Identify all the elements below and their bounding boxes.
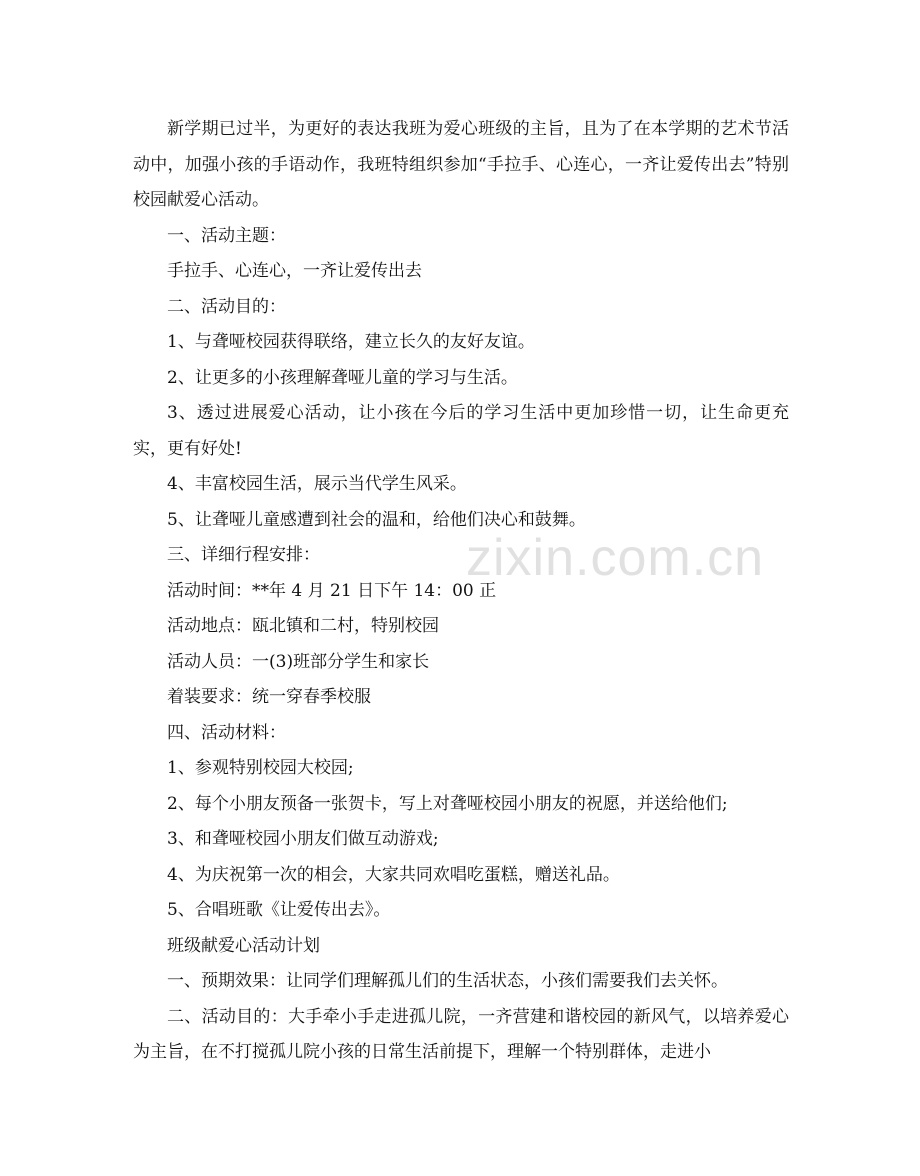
paragraph-theme-text: 手拉手、心连心，一齐让爱传出去 — [167, 261, 422, 281]
heading-activity-purpose: 二、活动目的： — [167, 296, 286, 317]
list-item-purpose-5: 5、让聋哑儿童感遭到社会的温和，给他们决心和鼓舞。 — [167, 509, 586, 530]
section-title-plan: 班级献爱心活动计划 — [167, 935, 320, 956]
list-item-purpose-3: 3、透过进展爱心活动，让小孩在今后的学习生活中更加珍惜一切，让生命更充实，更有好处! — [133, 403, 789, 459]
watermark-text: zixin.com.cn — [466, 529, 765, 587]
document-body — [133, 112, 789, 1071]
list-item-purpose-4: 4、丰富校园生活，展示当代学生风采。 — [167, 474, 467, 494]
list-item-material-3: 3、和聋哑校园小朋友们做互动游戏; — [167, 829, 439, 849]
heading-activity-theme: 一、活动主题： — [167, 225, 286, 246]
schedule-dress-code: 着装要求：统一穿春季校服 — [167, 687, 371, 707]
list-item-material-1: 1、参观特别校园大校园; — [167, 758, 354, 778]
heading-materials: 四、活动材料： — [167, 722, 286, 743]
list-item-material-5: 5、合唱班歌《让爱传出去》。 — [167, 900, 391, 920]
schedule-participants: 活动人员：一(3)班部分学生和家长 — [167, 651, 430, 672]
list-item-material-4: 4、为庆祝第一次的相会，大家共同欢唱吃蛋糕，赠送礼品。 — [167, 864, 620, 885]
schedule-time: 活动时间：**年 4 月 21 日下午 14：00 正 — [167, 580, 497, 601]
list-item-purpose-1: 1、与聋哑校园获得联络，建立长久的友好友谊。 — [167, 332, 535, 352]
schedule-location: 活动地点：瓯北镇和二村，特别校园 — [167, 616, 439, 636]
paragraph-expected-effect: 一、预期效果：让同学们理解孤儿们的生活状态，小孩们需要我们去关怀。 — [167, 971, 728, 991]
paragraph-plan-purpose: 二、活动目的：大手牵小手走进孤儿院，一齐营建和谐校园的新风气，以培养爱心为主旨，在不打搅孤儿院小孩的日常生活前提下，理解一个特别群体，走进小 — [133, 1006, 789, 1062]
list-item-purpose-2: 2、让更多的小孩理解聋哑儿童的学习与生活。 — [167, 367, 518, 388]
paragraph-intro: 新学期已过半，为更好的表达我班为爱心班级的主旨，且为了在本学期的艺术节活动中，加强小孩的手语动作，我班特组织参加“手拉手、心连心，一齐让爱传出去”特别校园献爱心活动。 — [133, 119, 789, 210]
list-item-material-2: 2、每个小朋友预备一张贺卡，写上对聋哑校园小朋友的祝愿，并送给他们; — [167, 793, 728, 814]
heading-schedule: 三、详细行程安排： — [167, 545, 320, 565]
